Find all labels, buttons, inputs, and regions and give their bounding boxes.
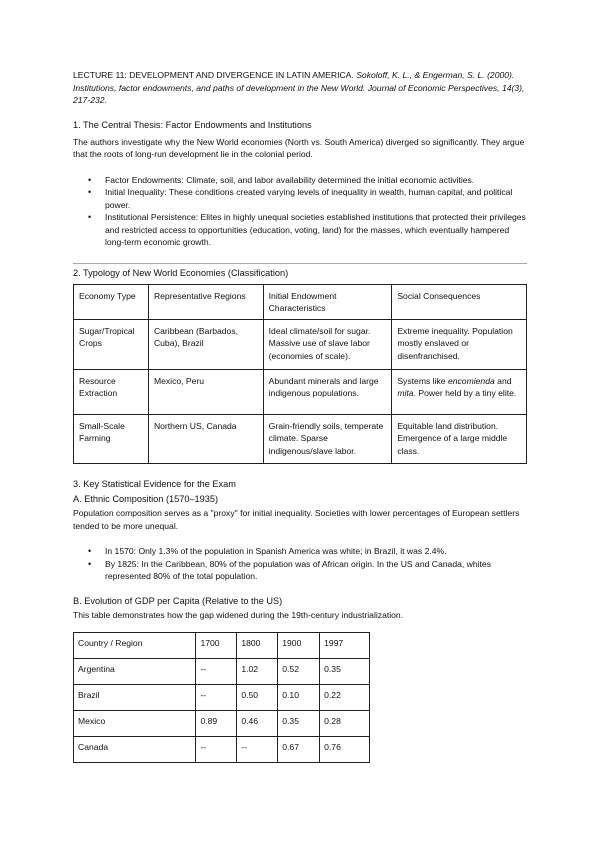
table-cell: 1.02 [237, 659, 278, 685]
table-cell: Small-Scale Farming [74, 415, 149, 464]
list-item: • Factor Endowments: Climate, soil, and labor availability determined the initial economic activities. [105, 174, 527, 187]
table-cell: 0.10 [278, 685, 320, 711]
section-heading: 3. Key Statistical Evidence for the Exam [73, 479, 236, 489]
section-paragraph: The authors investigate why the New World economies (North vs. South America) diverged so significantly. They argue that the roots of long-run development lie in the colonial period. [73, 136, 525, 159]
document-header [73, 69, 527, 107]
table-row [74, 415, 527, 464]
subsection-heading: B. Evolution of GDP per Capita (Relative to the US) [73, 595, 283, 606]
table-row [74, 737, 370, 763]
table-cell: 0.22 [320, 685, 370, 711]
section-paragraph: This table demonstrates how the gap widened during the 19th-century industrialization. [73, 610, 404, 620]
section-2 [73, 267, 527, 280]
list-item: • Initial Inequality: These conditions created varying levels of inequality in wealth, human capital, and political power. [105, 186, 527, 211]
table-cell: 0.52 [278, 659, 320, 685]
table-row [74, 659, 370, 685]
column-header: 1800 [237, 633, 278, 659]
section-heading: 2. Typology of New World Economies (Classification) [73, 268, 289, 278]
column-header: 1700 [196, 633, 237, 659]
list-item: • By 1825: In the Caribbean, 80% of the population was of African origin. In the US and Canada, whites represented 80% of the total population. [105, 558, 527, 583]
bullet-list [73, 545, 527, 583]
table-cell: Mexico [74, 711, 196, 737]
term-encomienda: encomienda [447, 376, 495, 386]
text: and [494, 376, 512, 386]
section-3 [73, 478, 527, 622]
table-cell: Caribbean (Barbados, Cuba), Brazil [148, 320, 263, 370]
citation: Sokoloff, K. L., & Engerman, S. L. (2000). Institutions, factor endowments, and paths of development in the New World. Journal of Economic Perspectives, 14(3), 217-232. [73, 70, 525, 105]
table-cell: -- [196, 737, 237, 763]
table-cell: Grain-friendly soils, temperate climate. Sparse indigenous/slave labor. [263, 415, 392, 464]
list-item: • Institutional Persistence: Elites in highly unequal societies established institutions that protected their privileges and restricted access to opportunities (education, voting, land) for the masses, which eventually hampered long-term economic growth. [105, 211, 527, 249]
table-cell: Extreme inequality. Population mostly enslaved or disenfranchised. [392, 320, 527, 370]
subsection-heading: A. Ethnic Composition (1570–1935) [73, 493, 219, 504]
table-row [74, 370, 527, 415]
table-cell: -- [237, 737, 278, 763]
table-cell: 0.67 [278, 737, 320, 763]
table-cell: -- [196, 685, 237, 711]
table-cell: Abundant minerals and large indigenous populations. [263, 370, 392, 415]
section-paragraph: Population composition serves as a "proxy" for initial inequality. Societies with lower percentages of European settlers tended to be more unequal. [73, 508, 520, 531]
column-header: Representative Regions [148, 285, 263, 320]
table-cell: 0.35 [320, 659, 370, 685]
table-cell: Resource Extraction [74, 370, 149, 415]
section-1 [73, 119, 527, 249]
text: . Power held by a tiny elite. [413, 388, 517, 399]
table-cell: Canada [74, 737, 196, 763]
list-item: • In 1570: Only 1.3% of the population in Spanish America was white; in Brazil, it was 2.4%. [105, 545, 527, 558]
table-cell: 0.35 [278, 711, 320, 737]
column-header: Social Consequences [392, 285, 527, 320]
table-cell: Northern US, Canada [148, 415, 263, 464]
table-header-row [74, 285, 527, 320]
text: Systems like [397, 376, 448, 386]
table-cell: 0.28 [320, 711, 370, 737]
table-cell: Equitable land distribution. Emergence of a large middle class. [392, 415, 527, 464]
table-cell [392, 370, 527, 415]
table-cell: -- [196, 659, 237, 685]
table-cell: 0.89 [196, 711, 237, 737]
typology-table [73, 284, 527, 464]
bullet-list [73, 174, 527, 249]
lecture-title: LECTURE 11: DEVELOPMENT AND DIVERGENCE IN LATIN AMERICA. [73, 70, 354, 80]
table-cell: Ideal climate/soil for sugar. Massive use of slave labor (economies of scale). [263, 320, 392, 370]
column-header: Economy Type [74, 285, 149, 320]
column-header: Initial Endowment Characteristics [263, 285, 392, 320]
table-cell: Mexico, Peru [148, 370, 263, 415]
table-cell: 0.46 [237, 711, 278, 737]
table-cell: Sugar/Tropical Crops [74, 320, 149, 370]
table-cell: Brazil [74, 685, 196, 711]
table-cell: Argentina [74, 659, 196, 685]
table-row [74, 685, 370, 711]
table-row [74, 711, 370, 737]
table-row [74, 320, 527, 370]
table-header-row [74, 633, 370, 659]
column-header: Country / Region [74, 633, 196, 659]
table-cell: 0.50 [237, 685, 278, 711]
column-header: 1900 [278, 633, 320, 659]
term-mita: mita [397, 388, 414, 399]
section-heading: 1. The Central Thesis: Factor Endowments and Institutions [73, 120, 312, 130]
column-header: 1997 [320, 633, 370, 659]
divider [73, 263, 527, 264]
gdp-table [73, 632, 370, 763]
table-cell: 0.76 [320, 737, 370, 763]
